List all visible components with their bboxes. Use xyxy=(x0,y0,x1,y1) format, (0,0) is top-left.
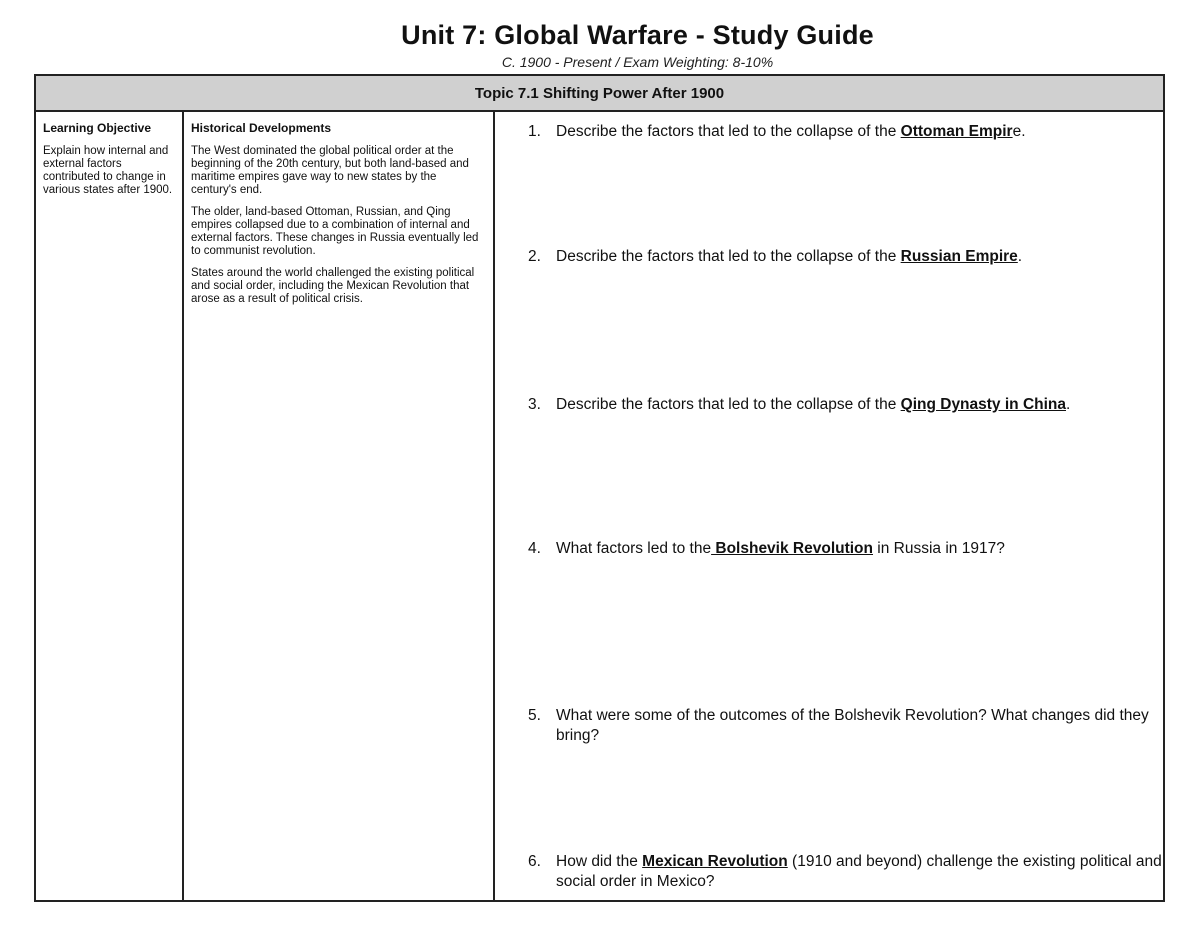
learning-objective-text: Explain how internal and external factors contributed to change in various states after 1900. xyxy=(43,145,173,196)
page-subtitle: C. 1900 - Present / Exam Weighting: 8-10% xyxy=(501,54,774,70)
question-4 xyxy=(528,539,1168,559)
question-number: 2. xyxy=(528,248,541,265)
question-text-end: . xyxy=(1017,248,1023,265)
question-text: Describe the factors that led to the collapse of the xyxy=(556,123,901,140)
topic-header: Topic 7.1 Shifting Power After 1900 xyxy=(34,74,1165,112)
historical-developments-heading: Historical Developments xyxy=(191,121,332,135)
development-paragraph: The older, land-based Ottoman, Russian, and Qing empires collapsed due to a combination of internal and external factors. These changes in Russia eventually led to communist revolution. xyxy=(191,206,479,257)
development-paragraph: States around the world challenged the existing political and social order, including the Mexican Revolution that arose as a result of political crisis. xyxy=(191,267,475,305)
question-text: What factors led to the xyxy=(556,540,712,557)
question-6 xyxy=(528,852,1168,892)
question-3 xyxy=(528,395,1168,415)
question-text: What were some of the outcomes of the Bolshevik Revolution? What changes did they bring? xyxy=(556,707,1149,744)
question-text-end: in Russia in 1917? xyxy=(873,540,1005,557)
question-number: 5. xyxy=(528,707,541,724)
question-text: Describe the factors that led to the collapse of the xyxy=(556,396,901,413)
question-text: Describe the factors that led to the collapse of the xyxy=(556,248,901,265)
question-number: 6. xyxy=(528,853,541,870)
question-key-term: Russian Empire xyxy=(900,248,1018,265)
question-key-term: Bolshevik Revolution xyxy=(711,540,873,557)
question-text-end: e. xyxy=(1012,123,1026,140)
learning-objective-column xyxy=(43,122,177,197)
learning-objective-heading: Learning Objective xyxy=(43,121,152,135)
question-number: 3. xyxy=(528,396,541,413)
column-divider xyxy=(493,111,495,902)
question-text-end: . xyxy=(1066,396,1071,413)
question-key-term: Mexican Revolution xyxy=(642,853,788,870)
question-5 xyxy=(528,706,1168,746)
page-title: Unit 7: Global Warfare - Study Guide xyxy=(401,20,874,50)
question-number: 4. xyxy=(528,540,541,557)
question-2 xyxy=(528,247,1168,267)
column-divider xyxy=(182,111,184,902)
question-number: 1. xyxy=(528,123,541,140)
question-1 xyxy=(528,122,1168,142)
question-key-term: Ottoman Empir xyxy=(900,123,1013,140)
question-key-term: Qing Dynasty in China xyxy=(900,396,1066,413)
question-text-end: (1910 and beyond) challenge the existing political and social order in Mexico? xyxy=(556,853,1162,890)
historical-developments-column xyxy=(191,122,483,315)
development-paragraph: The West dominated the global political order at the beginning of the 20th century, but both land-based and maritime empires gave way to new states by the century's end. xyxy=(191,145,469,196)
question-text: How did the xyxy=(556,853,643,870)
